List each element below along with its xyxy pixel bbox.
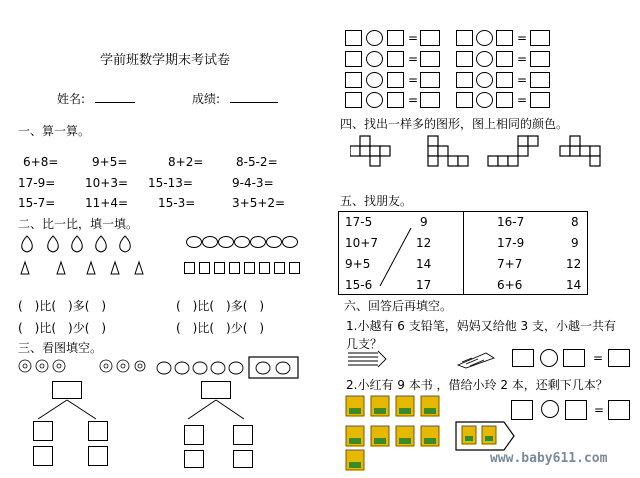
compare-less-right[interactable]: ( )比( )少( ): [176, 321, 265, 335]
answer-box[interactable]: [456, 30, 473, 46]
answer-box[interactable]: [530, 92, 550, 108]
problem: 11+4=: [85, 196, 129, 210]
problem: 9-4-3=: [232, 176, 274, 190]
answer-box[interactable]: [511, 400, 533, 420]
split-lines: [178, 399, 258, 421]
operator-circle[interactable]: [476, 72, 493, 88]
problem: 8+2=: [168, 155, 204, 169]
match-number[interactable]: 14: [416, 257, 432, 271]
oval-shape: [202, 236, 218, 248]
problem: 15-3=: [158, 196, 196, 210]
oval-shape: [282, 236, 298, 248]
table-divider: [463, 211, 464, 295]
name-label: 姓名:: [57, 92, 86, 106]
answer-box[interactable]: [530, 72, 550, 88]
split-lines: [30, 399, 110, 421]
square-shape: [259, 262, 270, 274]
square-shape: [184, 262, 195, 274]
question-2: 2.小红有 9 本书 ，借给小玲 2 本，还剩下几本？: [346, 378, 608, 392]
equals-sign: =: [517, 73, 528, 87]
answer-box[interactable]: [563, 349, 585, 367]
section5-title: 五、找朋友。: [340, 194, 413, 208]
answer-box[interactable]: [496, 92, 513, 108]
answer-box[interactable]: [420, 30, 440, 46]
match-expression[interactable]: 6+6: [497, 278, 523, 292]
equals-sign: =: [517, 31, 528, 45]
part-box[interactable]: [233, 450, 253, 468]
answer-box[interactable]: [456, 92, 473, 108]
answer-box[interactable]: [456, 51, 473, 67]
equals-sign: =: [408, 52, 419, 66]
operator-circle[interactable]: [366, 72, 383, 88]
operator-circle[interactable]: [476, 51, 493, 67]
answer-box[interactable]: [420, 51, 440, 67]
answer-box[interactable]: [530, 51, 550, 67]
answer-box[interactable]: [565, 400, 587, 420]
equals-sign: =: [593, 351, 604, 365]
operator-circle[interactable]: [540, 349, 558, 367]
part-box[interactable]: [184, 425, 204, 445]
operator-circle[interactable]: [541, 400, 559, 418]
part-box[interactable]: [88, 421, 108, 441]
match-expression[interactable]: 10+7: [345, 236, 378, 250]
problem: 15-7=: [18, 196, 56, 210]
part-box[interactable]: [184, 450, 204, 468]
match-number[interactable]: 8: [571, 215, 579, 229]
oval-shape: [234, 236, 250, 248]
compare-less-left[interactable]: ( )比( )少( ): [18, 321, 107, 335]
part-box[interactable]: [233, 425, 253, 445]
square-shape: [289, 262, 300, 274]
oval-shape: [186, 236, 202, 248]
match-expression[interactable]: 15-6: [345, 278, 373, 292]
total-box[interactable]: [52, 381, 82, 399]
problem: 9+5=: [92, 155, 128, 169]
square-shape: [199, 262, 210, 274]
problem: 15-13=: [148, 176, 193, 190]
answer-box[interactable]: [608, 349, 630, 367]
problem: 3+5+2=: [232, 196, 286, 210]
compare-more-left[interactable]: ( )比( )多( ): [18, 299, 107, 313]
answer-box[interactable]: [530, 30, 550, 46]
match-expression[interactable]: 17-5: [345, 215, 373, 229]
match-line: [376, 222, 416, 292]
operator-circle[interactable]: [476, 92, 493, 108]
total-box[interactable]: [201, 381, 231, 399]
equals-sign: =: [408, 73, 419, 87]
match-number[interactable]: 12: [416, 236, 432, 250]
answer-box[interactable]: [345, 92, 362, 108]
equals-sign: =: [517, 93, 528, 107]
problem: 17-9=: [18, 176, 56, 190]
operator-circle[interactable]: [366, 30, 383, 46]
answer-box[interactable]: [387, 51, 404, 67]
section2-title: 二、比一比，填一填。: [18, 217, 139, 231]
watermark: www.baby611.com: [490, 451, 608, 466]
match-number[interactable]: 17: [416, 278, 432, 292]
section3-title: 三、看图填空。: [18, 341, 103, 355]
equals-sign: =: [517, 52, 528, 66]
problem: 10+3=: [85, 176, 129, 190]
match-number[interactable]: 9: [420, 215, 428, 229]
problem: 6+8=: [23, 155, 59, 169]
section6-title: 六、回答后再填空。: [344, 299, 453, 313]
answer-box[interactable]: [456, 72, 473, 88]
oval-shape: [218, 236, 234, 248]
answer-box[interactable]: [420, 72, 440, 88]
section4-title: 四、找出一样多的图形，图上相同的颜色。: [340, 117, 569, 131]
equals-sign: =: [408, 31, 419, 45]
square-shape: [229, 262, 240, 274]
answer-box[interactable]: [345, 30, 362, 46]
answer-box[interactable]: [420, 92, 440, 108]
part-box[interactable]: [33, 446, 53, 466]
answer-box[interactable]: [387, 92, 404, 108]
square-shape: [274, 262, 285, 274]
problem: 8-5-2=: [236, 155, 278, 169]
name-blank[interactable]: [95, 102, 135, 103]
match-expression[interactable]: 7+7: [497, 257, 523, 271]
section1-title: 一、算一算。: [18, 124, 91, 138]
match-number[interactable]: 9: [571, 236, 579, 250]
pears-and-cones-illustration: [15, 232, 155, 280]
page-title: 学前班数学期末考试卷: [100, 53, 231, 68]
match-expression[interactable]: 9+5: [345, 257, 371, 271]
square-shape: [244, 262, 255, 274]
match-number[interactable]: 14: [566, 278, 582, 292]
operator-circle[interactable]: [476, 30, 493, 46]
answer-box[interactable]: [608, 400, 630, 420]
part-box[interactable]: [33, 421, 53, 441]
answer-box[interactable]: [512, 349, 534, 367]
oval-shape: [266, 236, 282, 248]
tomatoes-illustration: [155, 356, 300, 380]
answer-box[interactable]: [496, 51, 513, 67]
match-expression[interactable]: 17-9: [497, 236, 525, 250]
operator-circle[interactable]: [366, 92, 383, 108]
answer-box[interactable]: [345, 72, 362, 88]
answer-box[interactable]: [345, 51, 362, 67]
match-expression[interactable]: 16-7: [497, 215, 525, 229]
square-shape: [214, 262, 225, 274]
oval-shape: [250, 236, 266, 248]
cube-nets-illustration: [350, 133, 610, 179]
answer-box[interactable]: [387, 72, 404, 88]
answer-box[interactable]: [387, 30, 404, 46]
compare-more-right[interactable]: ( )比( )多( ): [176, 299, 265, 313]
equals-sign: =: [408, 93, 419, 107]
question-1-continued: 几支？: [346, 337, 383, 351]
score-blank[interactable]: [230, 102, 278, 103]
operator-circle[interactable]: [366, 51, 383, 67]
match-number[interactable]: 12: [566, 257, 582, 271]
answer-box[interactable]: [496, 30, 513, 46]
pencils-illustration: [346, 350, 496, 370]
flowers-illustration: [16, 356, 146, 376]
equals-sign: =: [594, 403, 605, 417]
part-box[interactable]: [88, 446, 108, 466]
score-label: 成绩:: [192, 92, 221, 106]
question-1: 1.小越有 6 支铅笔，妈妈又给他 3 支，小越一共有: [346, 319, 616, 333]
answer-box[interactable]: [496, 72, 513, 88]
